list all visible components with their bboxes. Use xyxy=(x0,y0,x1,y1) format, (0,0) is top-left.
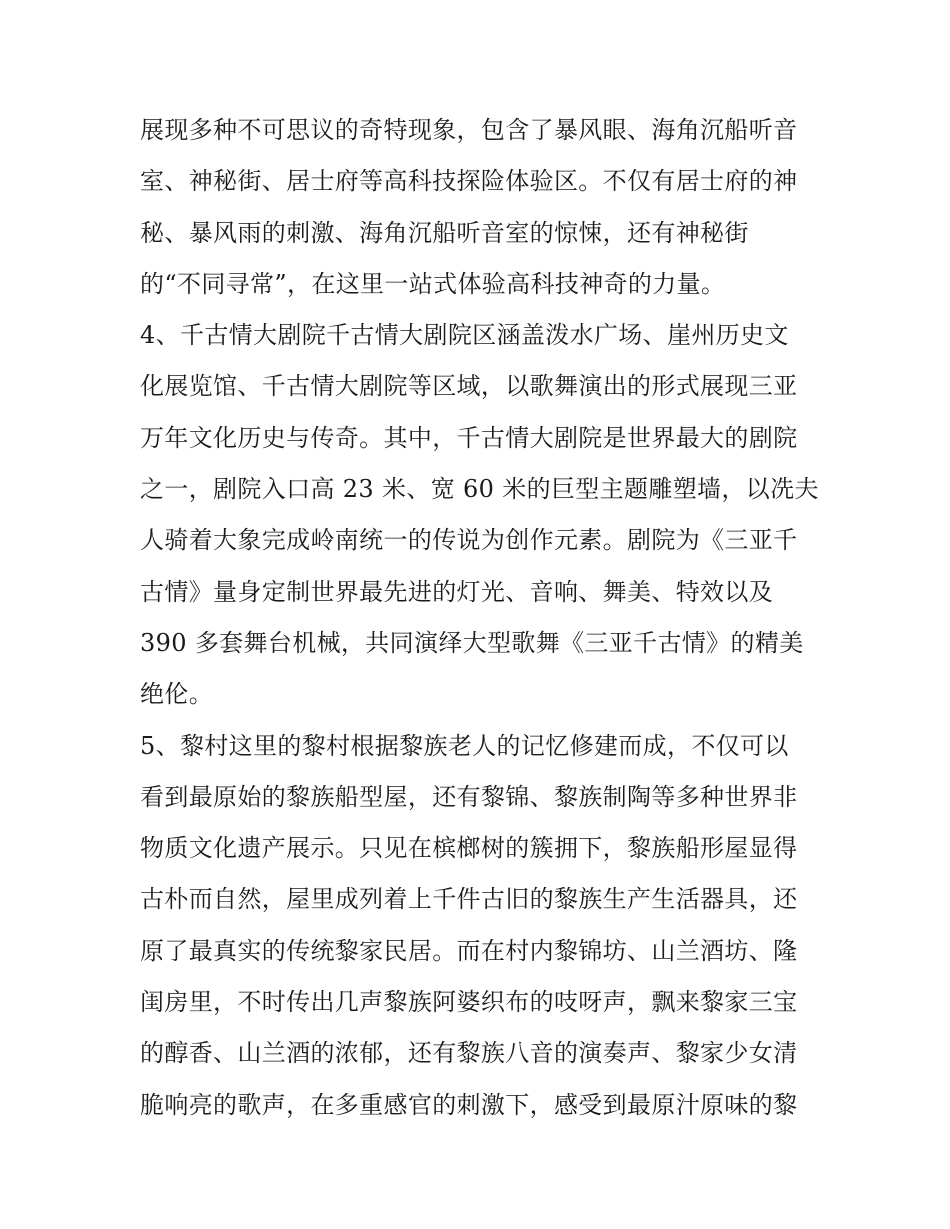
text-line: 390 多套舞台机械，共同演绎大型歌舞《三亚千古情》的精美 xyxy=(140,628,804,657)
text-line: 4、千古情大剧院千古情大剧院区涵盖泼水广场、崖州历史文 xyxy=(140,321,789,350)
text-line: 的醇香、山兰酒的浓郁，还有黎族八音的演奏声、黎家少女清 xyxy=(140,1039,798,1068)
text-line: 化展览馆、千古情大剧院等区域，以歌舞演出的形式展现三亚 xyxy=(140,372,798,401)
text-line: 物质文化遗产展示。只见在槟榔树的簇拥下，黎族船形屋显得 xyxy=(140,834,798,863)
text-line: 之一，剧院入口高 23 米、宽 60 米的巨型主题雕塑墙，以冼夫 xyxy=(140,475,819,504)
text-line: 原了最真实的传统黎家民居。而在村内黎锦坊、山兰酒坊、隆 xyxy=(140,936,798,965)
text-line: 人骑着大象完成岭南统一的传说为创作元素。剧院为《三亚千 xyxy=(140,526,798,555)
text-line: 绝伦。 xyxy=(140,680,214,709)
text-line: 古朴而自然，屋里成列着上千件古旧的黎族生产生活器具，还 xyxy=(140,885,798,914)
body-text xyxy=(140,105,820,1131)
text-line: 室、神秘街、居士府等高科技探险体验区。不仅有居士府的神 xyxy=(140,167,798,196)
text-line: 脆响亮的歌声，在多重感官的刺激下，感受到最原汁原味的黎 xyxy=(140,1090,798,1119)
text-line: 秘、暴风雨的刺激、海角沉船听音室的惊悚，还有神秘街 xyxy=(140,218,749,247)
text-line: 古情》量身定制世界最先进的灯光、音响、舞美、特效以及 xyxy=(140,577,774,606)
text-line: 万年文化历史与传奇。其中，千古情大剧院是世界最大的剧院 xyxy=(140,423,798,452)
text-line: 展现多种不可思议的奇特现象，包含了暴风眼、海角沉船听音 xyxy=(140,116,798,144)
text-line: 看到最原始的黎族船型屋，还有黎锦、黎族制陶等多种世界非 xyxy=(140,782,798,811)
text-line: 5、黎村这里的黎村根据黎族老人的记忆修建而成，不仅可以 xyxy=(140,731,789,760)
text-line: 的“不同寻常”，在这里一站式体验高科技神奇的力量。 xyxy=(140,269,726,298)
text-line: 闺房里，不时传出几声黎族阿婆织布的吱呀声，飘来黎家三宝 xyxy=(140,988,798,1017)
